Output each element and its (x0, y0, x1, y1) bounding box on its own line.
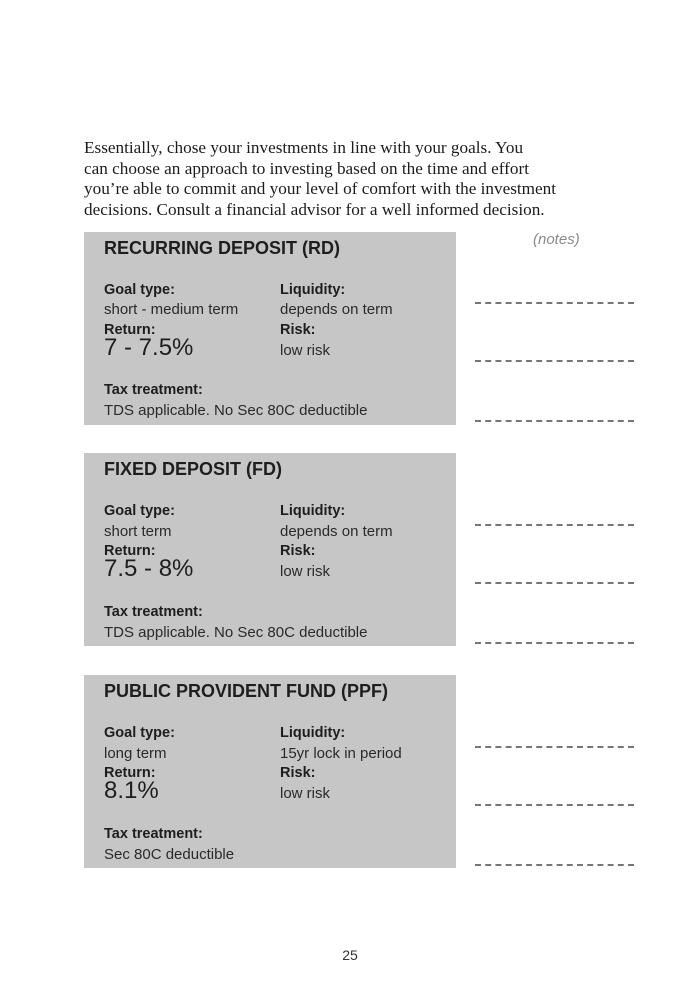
risk-value: low risk (280, 785, 331, 802)
liquidity-label: Liquidity: (280, 282, 346, 298)
goal-type-value: short - medium term (104, 301, 239, 318)
note-line (475, 524, 634, 526)
intro-line: Essentially, chose your investments in line with your goals. You (84, 138, 524, 157)
goal-type-value: long term (104, 745, 167, 762)
tax-treatment-value: Sec 80C deductible (104, 846, 235, 863)
return-value: 8.1% (104, 777, 159, 804)
tax-treatment-value: TDS applicable. No Sec 80C deductible (104, 402, 368, 419)
card-title: FIXED DEPOSIT (FD) (104, 459, 283, 479)
liquidity-label: Liquidity: (280, 725, 346, 741)
note-line (475, 804, 634, 806)
intro-line: you’re able to commit and your level of comfort with the investment (84, 179, 557, 198)
note-line (475, 302, 634, 304)
card-fixed-deposit (84, 453, 456, 646)
intro-paragraph (84, 138, 644, 220)
goal-type-value: short term (104, 523, 172, 540)
return-value: 7.5 - 8% (104, 555, 194, 582)
intro-line: can choose an approach to investing based on the time and effort (84, 158, 529, 178)
liquidity-value: 15yr lock in period (280, 745, 402, 762)
intro-line: decisions. Consult a financial advisor for a well informed decision. (84, 199, 545, 219)
card-title: PUBLIC PROVIDENT FUND (PPF) (104, 681, 389, 701)
tax-treatment-label: Tax treatment: (104, 382, 203, 398)
liquidity-value: depends on term (280, 523, 393, 540)
return-label: Return: (104, 765, 156, 781)
note-line (475, 420, 634, 422)
return-label: Return: (104, 322, 156, 338)
note-line (475, 642, 634, 644)
liquidity-label: Liquidity: (280, 503, 346, 519)
goal-type-label: Goal type: (104, 503, 175, 519)
risk-label: Risk: (280, 543, 316, 559)
risk-label: Risk: (280, 322, 316, 338)
goal-type-label: Goal type: (104, 725, 175, 741)
return-label: Return: (104, 543, 156, 559)
note-line (475, 864, 634, 866)
risk-label: Risk: (280, 765, 316, 781)
note-line (475, 360, 634, 362)
card-title: RECURRING DEPOSIT (RD) (104, 238, 341, 258)
card-public-provident-fund (84, 675, 456, 868)
note-line (475, 746, 634, 748)
liquidity-value: depends on term (280, 301, 393, 318)
tax-treatment-label: Tax treatment: (104, 826, 203, 842)
notes-label: (notes) (533, 231, 580, 248)
page-number: 25 (342, 947, 358, 963)
tax-treatment-value: TDS applicable. No Sec 80C deductible (104, 624, 368, 641)
goal-type-label: Goal type: (104, 282, 175, 298)
tax-treatment-label: Tax treatment: (104, 604, 203, 620)
risk-value: low risk (280, 563, 331, 580)
note-line (475, 582, 634, 584)
risk-value: low risk (280, 342, 331, 359)
return-value: 7 - 7.5% (104, 334, 194, 361)
card-recurring-deposit (84, 232, 456, 425)
